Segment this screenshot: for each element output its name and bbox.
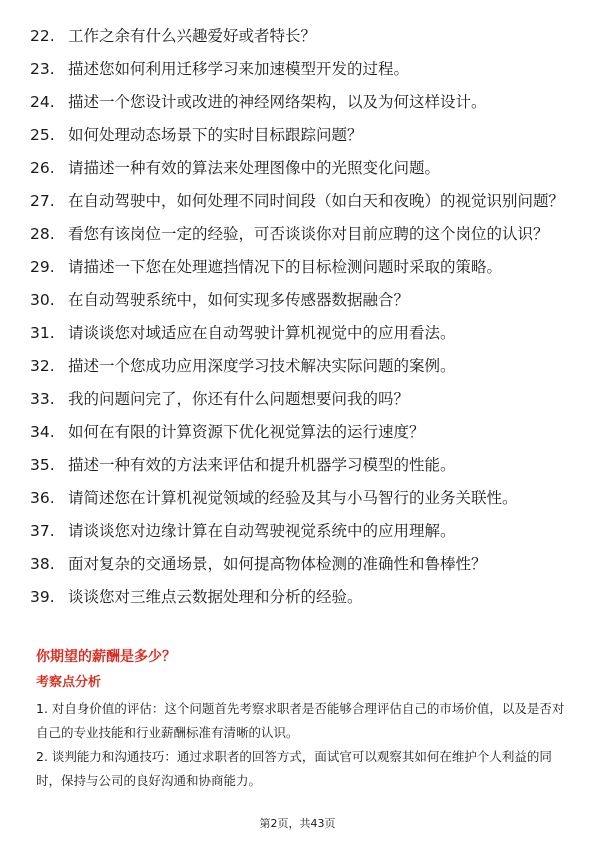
question-number: 28. [30,225,55,243]
question-text: 描述您如何利用迁移学习来加速模型开发的过程。 [68,60,410,78]
question-item [30,222,570,247]
question-number: 27. [30,192,55,210]
salary-section [36,647,566,793]
question-item [30,255,570,280]
question-number: 23. [30,60,55,78]
question-item [30,585,570,610]
question-number: 32. [30,357,55,375]
section-subtitle: 考察点分析 [36,675,102,690]
question-text: 请描述一下您在处理遮挡情况下的目标检测问题时采取的策略。 [68,258,503,276]
question-text: 在自动驾驶中，如何处理不同时间段（如白天和夜晚）的视觉识别问题？ [68,192,565,210]
question-number: 31. [30,324,55,342]
question-number: 33. [30,390,55,408]
question-number: 22. [30,27,55,45]
question-text: 请描述一种有效的算法来处理图像中的光照变化问题。 [68,159,441,177]
question-number: 26. [30,159,55,177]
section-title: 你期望的薪酬是多少？ [36,649,176,665]
question-item [30,189,570,214]
question-item [30,453,570,478]
question-number: 38. [30,555,55,573]
question-number: 25. [30,126,55,144]
question-text: 如何处理动态场景下的实时目标跟踪问题？ [68,126,363,144]
question-item [30,486,570,511]
question-text: 请谈谈您对边缘计算在自动驾驶视觉系统中的应用理解。 [68,522,456,540]
page-footer: 第2页，共43页 [259,817,336,830]
question-item [30,57,570,82]
question-text: 我的问题问完了，你还有什么问题想要问我的吗？ [68,390,410,408]
question-text: 在自动驾驶系统中，如何实现多传感器数据融合？ [68,291,410,309]
question-text: 面对复杂的交通场景，如何提高物体检测的准确性和鲁棒性？ [68,555,487,573]
question-item [30,420,570,445]
question-item [30,519,570,544]
question-number: 24. [30,93,55,111]
question-number: 34. [30,423,55,441]
analysis-point-1: 1. 对自身价值的评估：这个问题首先考察求职者是否能够合理评估自己的市场价值，以及是否对自己的专业技能和行业薪酬标准有清晰的认识。 [36,701,565,740]
question-number: 36. [30,489,55,507]
question-item [30,387,570,412]
question-item [30,288,570,313]
question-text: 描述一种有效的方法来评估和提升机器学习模型的性能。 [68,456,456,474]
question-number: 30. [30,291,55,309]
question-text: 请谈谈您对域适应在自动驾驶计算机视觉中的应用看法。 [68,324,456,342]
question-item [30,24,570,49]
question-item [30,123,570,148]
question-text: 工作之余有什么兴趣爱好或者特长？ [68,27,317,45]
question-number: 39. [30,588,55,606]
question-item [30,552,570,577]
question-item [30,354,570,379]
question-list [30,24,570,618]
question-text: 描述一个您设计或改进的神经网络架构，以及为何这样设计。 [68,93,487,111]
question-text: 看您有该岗位一定的经验，可否谈谈你对目前应聘的这个岗位的认识？ [68,225,549,243]
analysis-point-2: 2. 谈判能力和沟通技巧：通过求职者的回答方式，面试官可以观察其如何在维护个人利益的同时，保持与公司的良好沟通和协商能力。 [36,749,552,788]
question-text: 请简述您在计算机视觉领域的经验及其与小马智行的业务关联性。 [68,489,518,507]
question-text: 谈谈您对三维点云数据处理和分析的经验。 [68,588,363,606]
question-text: 如何在有限的计算资源下优化视觉算法的运行速度？ [68,423,425,441]
question-text: 描述一个您成功应用深度学习技术解决实际问题的案例。 [68,357,456,375]
question-number: 35. [30,456,55,474]
question-item [30,90,570,115]
question-number: 29. [30,258,55,276]
question-item [30,156,570,181]
question-item [30,321,570,346]
question-number: 37. [30,522,55,540]
